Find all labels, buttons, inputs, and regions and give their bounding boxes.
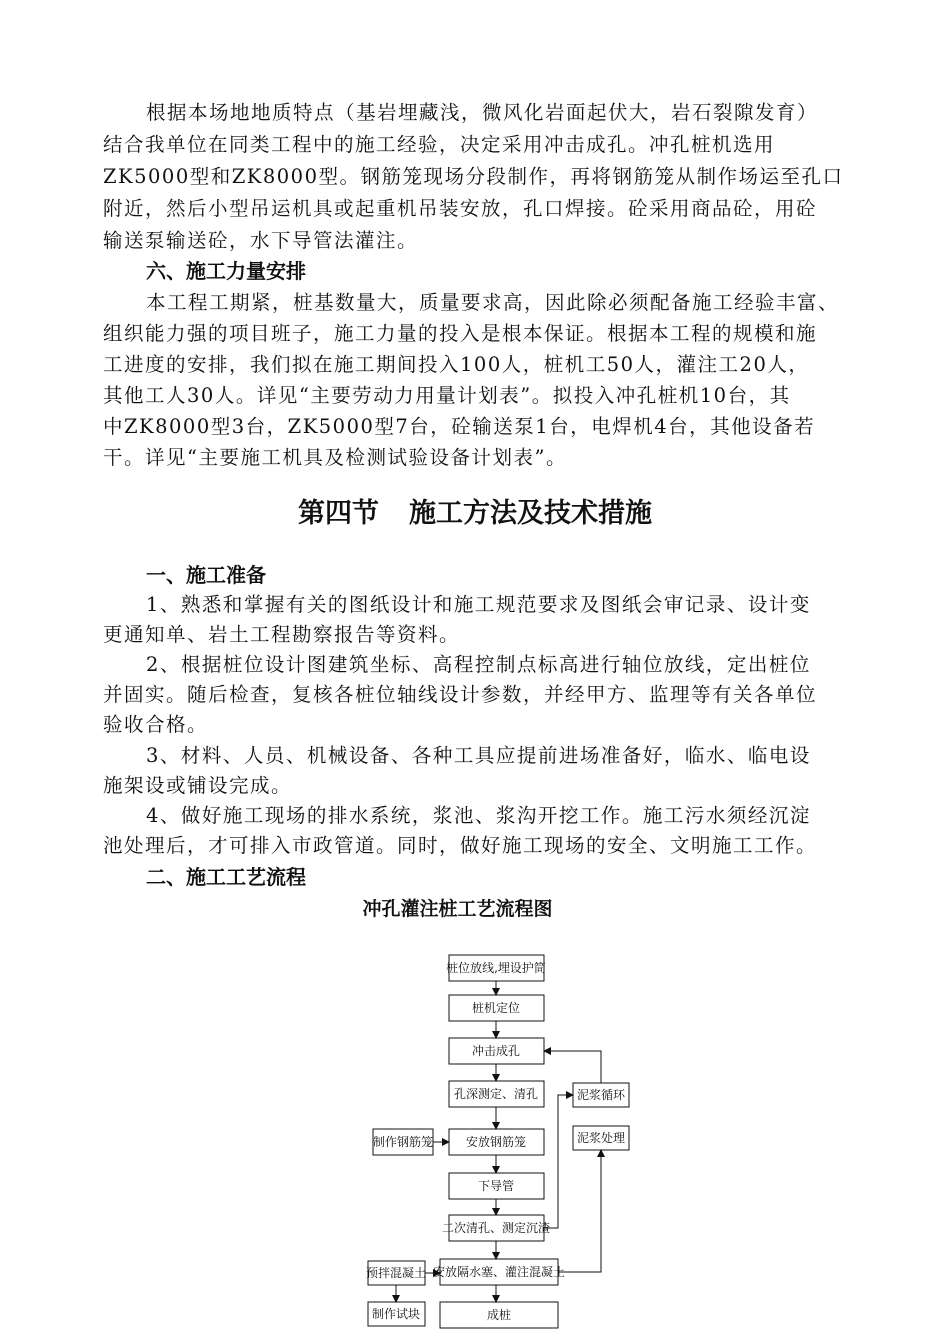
flow-step-5: 安放钢筋笼 — [465, 1135, 527, 1149]
flow-step-8: 安放隔水塞、灌注混凝土 — [432, 1265, 566, 1279]
flow-step-2: 桩机定位 — [471, 1001, 521, 1015]
prep-line-3: 2、根据桩位设计图建筑坐标、高程控制点标高进行轴位放线，定出桩位 — [146, 653, 811, 676]
flow-step-1: 桩位放线,埋设护筒 — [446, 961, 546, 975]
para1-line-4: 附近，然后小型吊运机具或起重机吊装安放，孔口焊接。砼采用商品砼，用砼 — [103, 197, 818, 220]
section-number: 第四节 — [298, 498, 379, 529]
para2-line-6: 干。详见“主要施工机具及检测试验设备计划表”。 — [103, 446, 567, 469]
heading-process-flow: 二、施工工艺流程 — [146, 865, 306, 889]
prep-line-8: 4、做好施工现场的排水系统，浆池、浆沟开挖工作。施工污水须经沉淀 — [146, 804, 811, 827]
prep-line-9: 池处理后，才可排入市政管道。同时，做好施工现场的安全、文明施工工作。 — [103, 834, 818, 857]
prep-line-4: 并固实。随后检查，复核各桩位轴线设计参数，并经甲方、监理等有关各单位 — [103, 683, 818, 706]
prep-line-2: 更通知单、岩土工程勘察报告等资料。 — [103, 623, 461, 646]
flow-side-sample-label: 制作试块 — [371, 1307, 421, 1321]
flowchart-title: 冲孔灌注桩工艺流程图 — [362, 898, 553, 920]
flow-side-mud-treat-label: 泥浆处理 — [576, 1131, 626, 1145]
prep-line-5: 验收合格。 — [103, 713, 209, 736]
flow-side-cage-label: 制作钢筋笼 — [372, 1135, 434, 1149]
para1-line-5: 输送泵输送砼，水下导管法灌注。 — [103, 229, 419, 252]
prep-line-6: 3、材料、人员、机械设备、各种工具应提前进场准备好，临水、临电设 — [146, 744, 811, 767]
prep-line-1: 1、熟悉和掌握有关的图纸设计和施工规范要求及图纸会审记录、设计变 — [146, 593, 811, 616]
flow-side-mud-cycle-label: 泥浆循环 — [576, 1088, 626, 1102]
para2-line-2: 组织能力强的项目班子，施工力量的投入是根本保证。根据本工程的规模和施 — [103, 322, 818, 345]
flow-side-premix-label: 预拌混凝土 — [365, 1266, 427, 1280]
para2-line-3: 工进度的安排，我们拟在施工期间投入100人，桩机工50人，灌注工20人， — [103, 353, 810, 376]
para1-line-3: ZK5000型和ZK8000型。钢筋笼现场分段制作，再将钢筋笼从制作场运至孔口 — [103, 165, 844, 188]
flow-step-9: 成桩 — [486, 1308, 512, 1322]
para1-line-1: 根据本场地地质特点（基岩埋藏浅，微风化岩面起伏大，岩石裂隙发育） — [146, 101, 819, 124]
flow-step-3: 冲击成孔 — [471, 1044, 521, 1058]
heading-workforce: 六、施工力量安排 — [146, 259, 306, 283]
flow-step-4: 孔深测定、清孔 — [453, 1087, 539, 1101]
section-name: 施工方法及技术措施 — [409, 498, 652, 529]
flow-step-7: 二次清孔、测定沉渣 — [441, 1221, 551, 1235]
para2-line-1: 本工程工期紧，桩基数量大，质量要求高，因此除必须配备施工经验丰富、 — [146, 291, 840, 314]
flow-step-6: 下导管 — [477, 1179, 515, 1193]
para1-line-2: 结合我单位在同类工程中的施工经验，决定采用冲击成孔。冲孔桩机选用 — [103, 133, 776, 156]
heading-preparation: 一、施工准备 — [146, 563, 266, 587]
para2-line-5: 中ZK8000型3台，ZK5000型7台，砼输送泵1台，电焊机4台，其他设备若 — [103, 415, 816, 438]
para2-line-4: 其他工人30人。详见“主要劳动力用量计划表”。拟投入冲孔桩机10台，其 — [103, 384, 791, 407]
prep-line-7: 施架设或铺设完成。 — [103, 774, 293, 797]
